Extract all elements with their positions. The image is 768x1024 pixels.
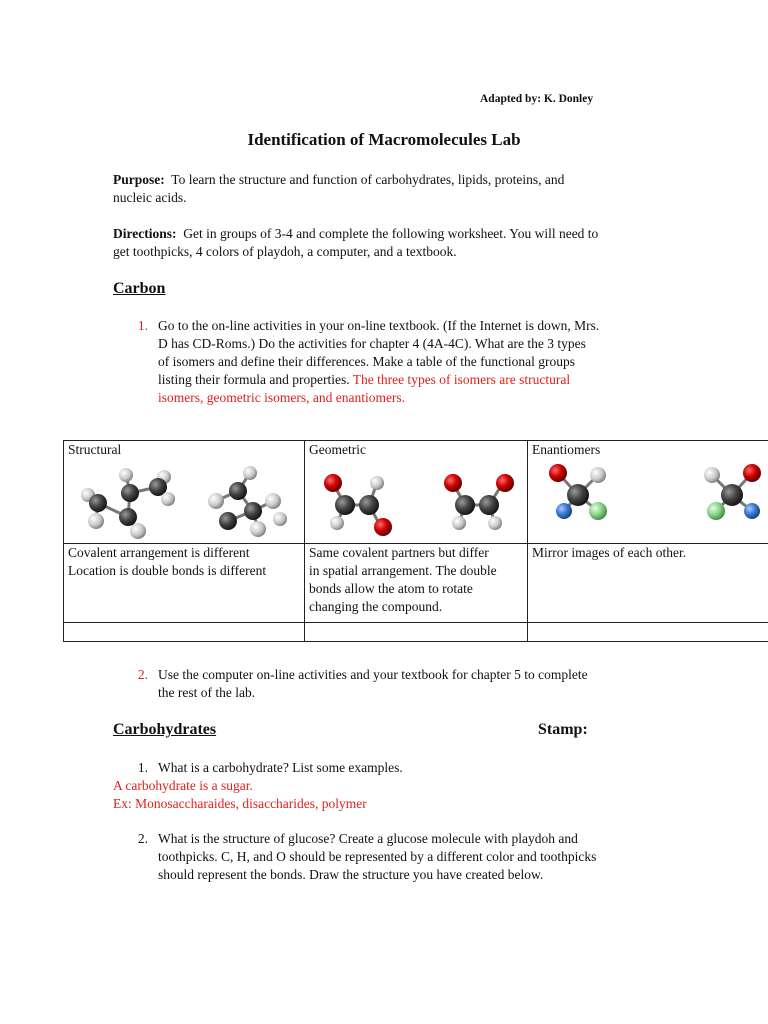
carb-q2-line: should represent the bonds. Draw the structure you have created below. [158, 867, 544, 882]
directions-text-line1: Get in groups of 3-4 and complete the following worksheet. You will need to [183, 226, 599, 241]
carbon-q2-text [158, 666, 668, 702]
enantiomers-image-cell [528, 461, 768, 544]
geometric-isomer-molecule-icon [309, 461, 523, 543]
purpose-label: Purpose: [113, 172, 165, 187]
carbon-heading: Carbon [113, 280, 166, 297]
carbon-q1-answer: The three types of isomers are structural [352, 372, 571, 387]
structural-desc-line: Covalent arrangement is different [68, 545, 250, 560]
carb-q2-line: What is the structure of glucose? Create a glucose molecule with playdoh and [158, 831, 578, 846]
geometric-desc-line: bonds allow the atom to rotate [309, 581, 473, 596]
carbon-q2-number: 2. [137, 667, 148, 682]
empty-cell [305, 623, 528, 642]
carb-q1-number: 1. [137, 760, 148, 775]
table-header-structural: Structural [64, 441, 305, 462]
carb-q1-text: What is a carbohydrate? List some examples. [158, 760, 403, 775]
carbon-q1-line: Go to the on-line activities in your on-line textbook. (If the Internet is down, Mrs. [158, 318, 600, 333]
carbon-q1-text [158, 317, 668, 407]
enantiomer-molecule-icon [532, 461, 768, 543]
carbon-q1-line [158, 371, 668, 389]
carbon-q2-line: Use the computer on-line activities and your textbook for chapter 5 to complete [158, 667, 588, 682]
geometric-desc-line: changing the compound. [309, 599, 443, 614]
geometric-desc-line: Same covalent partners but differ [309, 545, 489, 560]
structural-isomer-molecule-icon [68, 461, 300, 543]
enantiomers-description [528, 544, 768, 623]
carbohydrates-heading: Carbohydrates [113, 721, 217, 738]
structural-image-cell [64, 461, 305, 544]
carbon-q1-line-text: listing their formula and properties. [158, 372, 350, 387]
carbon-q2-line: the rest of the lab. [158, 685, 256, 700]
directions-paragraph [113, 225, 673, 261]
credit-line: Adapted by: K. Donley [480, 93, 594, 105]
carb-q2-line: toothpicks. C, H, and O should be represented by a different color and toothpicks [158, 849, 597, 864]
carbon-q1-line: D has CD-Roms.) Do the activities for chapter 4 (4A-4C). What are the 3 types [158, 336, 586, 351]
table-header-geometric: Geometric [305, 441, 528, 462]
purpose-text-line2: nucleic acids. [113, 190, 187, 205]
enantiomers-desc-line: Mirror images of each other. [532, 545, 687, 560]
stamp-label: Stamp: [538, 721, 588, 738]
directions-text-line2: get toothpicks, 4 colors of playdoh, a computer, and a textbook. [113, 244, 457, 259]
carbon-q1-answer-line2: isomers, geometric isomers, and enantiomers. [158, 390, 406, 405]
geometric-image-cell [305, 461, 528, 544]
purpose-text-line1: To learn the structure and function of carbohydrates, lipids, proteins, and [171, 172, 565, 187]
structural-desc-line: Location is double bonds is different [68, 563, 267, 578]
directions-label: Directions: [113, 226, 177, 241]
empty-cell [528, 623, 768, 642]
purpose-paragraph [113, 171, 673, 207]
geometric-desc-line: in spatial arrangement. The double [309, 563, 497, 578]
carb-q1-answer-line2: Ex: Monosaccharaides, disaccharides, polymer [113, 796, 367, 811]
carbon-q1-line: of isomers and define their differences. Make a table of the functional groups [158, 354, 575, 369]
geometric-description [305, 544, 528, 623]
carbon-q1-number: 1. [137, 318, 148, 333]
empty-cell [64, 623, 305, 642]
carb-q2-text [158, 830, 678, 884]
table-header-enantiomers: Enantiomers [528, 441, 768, 462]
structural-description [64, 544, 305, 623]
page-title: Identification of Macromolecules Lab [247, 130, 521, 149]
isomer-table [63, 440, 768, 642]
carb-q2-number: 2. [137, 831, 148, 846]
carb-q1-answer-line1: A carbohydrate is a sugar. [113, 778, 253, 793]
